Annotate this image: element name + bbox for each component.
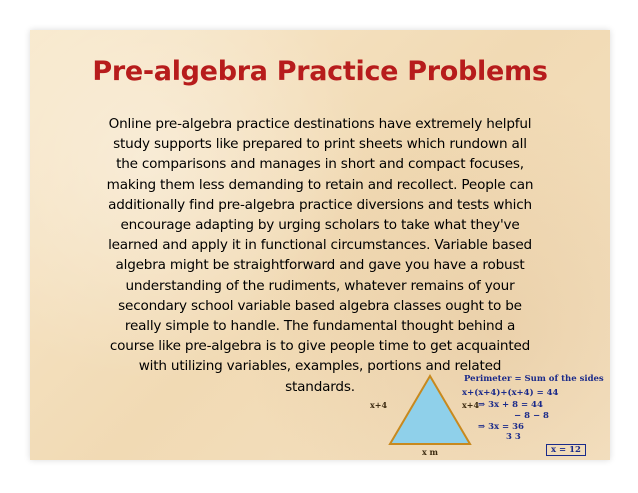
body-line: study supports like prepared to print sheets which rundown all	[113, 136, 527, 153]
equation-title: Perimeter = Sum of the sides	[464, 374, 604, 384]
body-line: with utilizing variables, examples, portions and related	[138, 358, 502, 375]
triangle-shape	[390, 376, 470, 444]
equation-line: 3 3	[506, 432, 521, 442]
body-line: additionally find pre-algebra practice diversions and tests which	[108, 196, 532, 213]
body-line: Online pre-algebra practice destinations have extremely helpful	[108, 116, 532, 132]
body-line: encourage adapting by urging scholars to take what they've	[120, 217, 520, 234]
equation-line: ⇒ 3x + 8 = 44	[478, 400, 543, 410]
body-line: learned and apply it in functional circumstances. Variable based	[108, 237, 532, 254]
body-line: standards.	[285, 378, 355, 395]
body-line: course like pre-algebra is to give people time to get acquainted	[109, 338, 531, 355]
equation-line: x+(x+4)+(x+4) = 44	[462, 388, 559, 398]
slide-title: Pre-algebra Practice Problems	[92, 56, 548, 87]
equation-line: − 8 − 8	[514, 411, 549, 421]
equation-result: x = 12	[546, 444, 586, 456]
triangle-left-label: x+4	[370, 400, 388, 410]
body-line: making them less demanding to retain and recollect. People can	[106, 176, 534, 193]
equation-work	[460, 374, 606, 458]
triangle-right-label: x+4	[462, 400, 480, 410]
triangle-base-label: x m	[422, 447, 439, 457]
equation-line: ⇒ 3x = 36	[478, 422, 524, 432]
slide	[30, 30, 610, 460]
body-line: algebra might be straightforward and gave you have a robust	[115, 257, 525, 274]
body-text	[46, 114, 594, 397]
body-line: understanding of the rudiments, whatever remains of your	[125, 277, 515, 294]
body-line: really simple to handle. The fundamental thought behind a	[124, 318, 516, 335]
body-line: the comparisons and manages in short and compact focuses,	[116, 156, 524, 173]
body-line: secondary school variable based algebra classes ought to be	[118, 297, 522, 314]
